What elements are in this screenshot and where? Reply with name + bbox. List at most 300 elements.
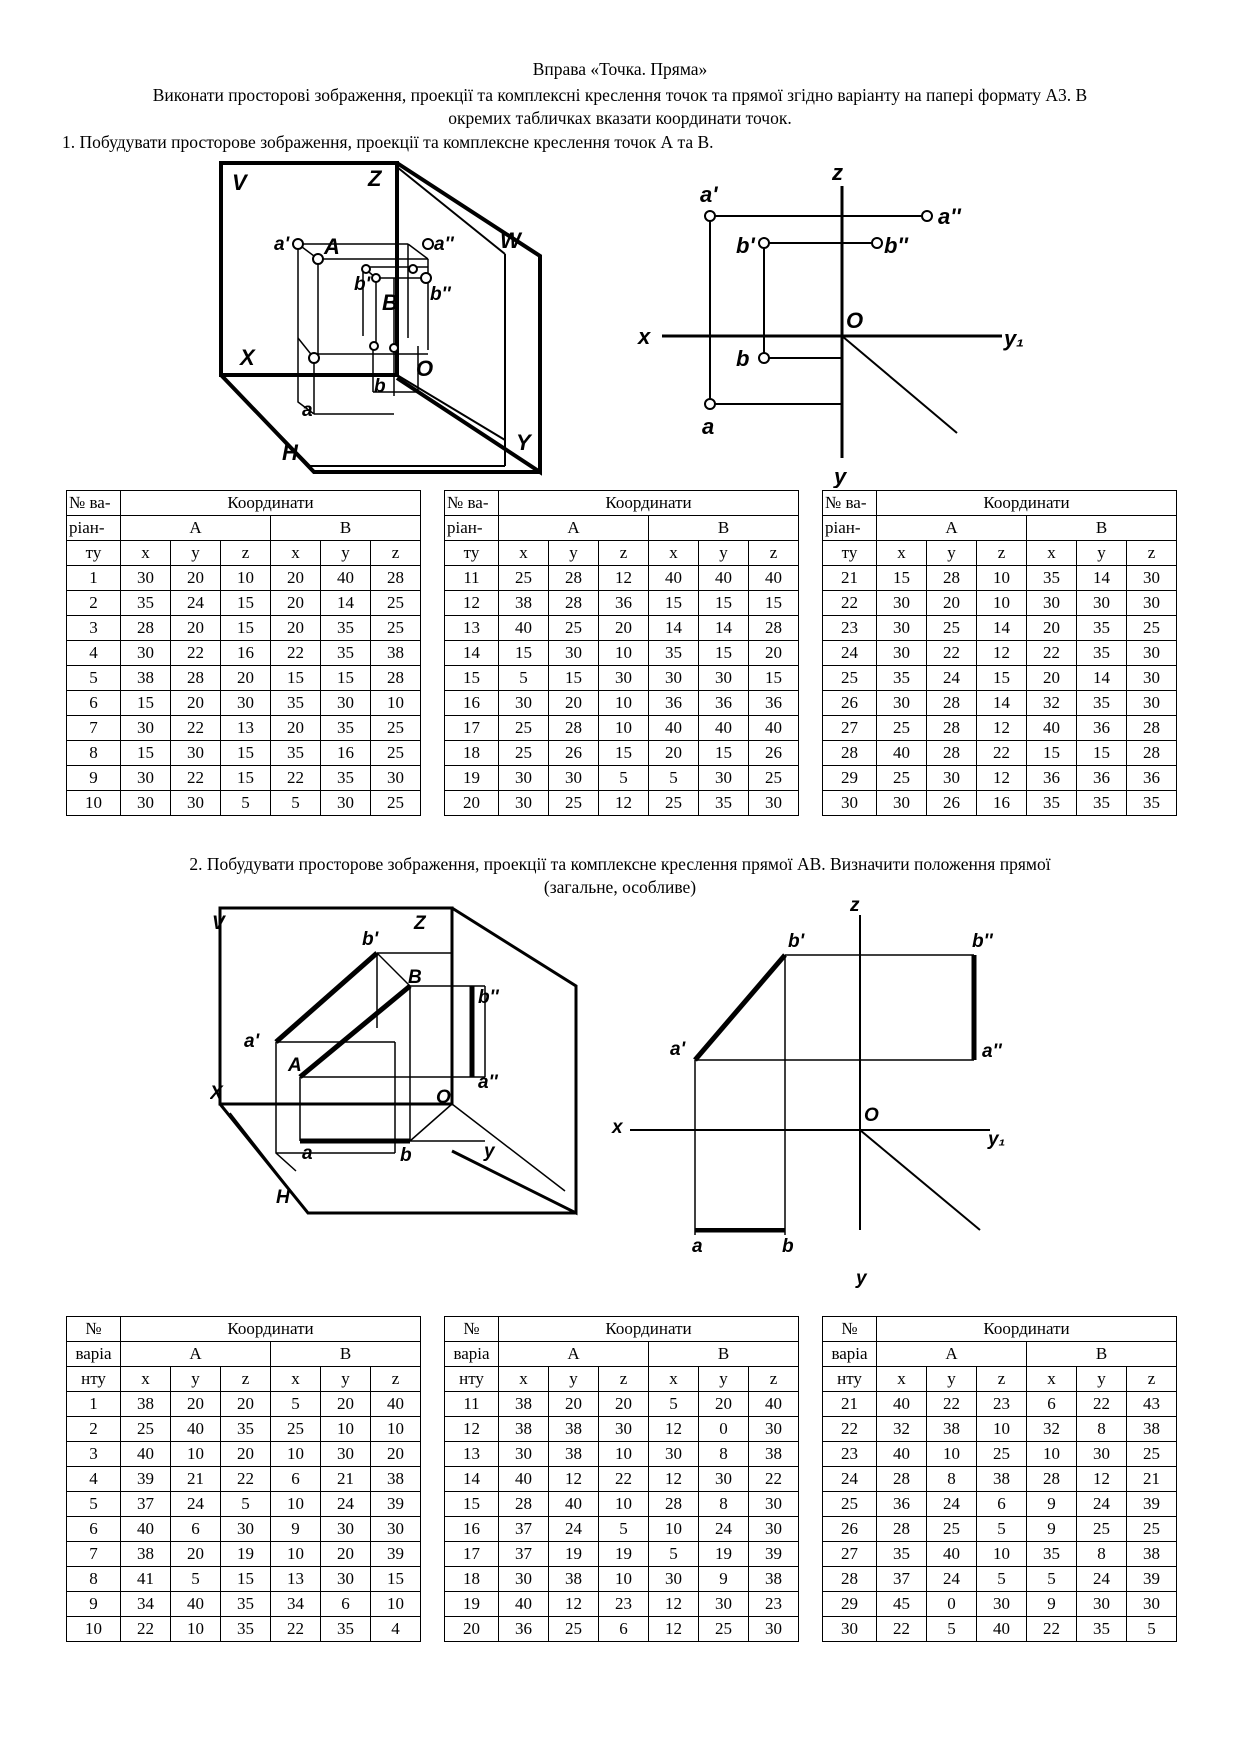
table-cell: 40 [171,1417,221,1442]
plane-w-frame [397,163,540,472]
table-cell: 40 [927,1542,977,1567]
table-cell: 5 [927,1617,977,1642]
axis-header: y [171,541,221,566]
table-cell: 19 [599,1542,649,1567]
table-cell: 24 [1077,1567,1127,1592]
table-cell: 40 [977,1617,1027,1642]
axis-header: z [221,1367,271,1392]
axis-header: z [371,541,421,566]
label-plane-v: V [232,170,247,195]
table-cell: 38 [499,1417,549,1442]
table-cell: 26 [549,741,599,766]
table-cell: 38 [749,1442,799,1467]
table-cell: 23 [823,1442,877,1467]
table-cell: 28 [877,1467,927,1492]
axis-header: y [927,1367,977,1392]
table-row [823,1442,1177,1467]
table-cell: 10 [371,1592,421,1617]
table-cell: 10 [271,1492,321,1517]
label-b-horizontal: b [782,1236,794,1257]
table-cell: 30 [221,691,271,716]
table-cell: 36 [649,691,699,716]
table-cell: 19 [445,766,499,791]
table-cell: 16 [977,791,1027,816]
table-cell: 17 [445,1542,499,1567]
table-row [67,1592,421,1617]
table-cell: 1 [67,1392,121,1417]
label-a-horizontal: a [302,1143,313,1164]
table-cell: 23 [977,1392,1027,1417]
axis-header: y [321,1367,371,1392]
label-a-horizontal: a [692,1236,703,1257]
table-cell: 15 [549,666,599,691]
table-cell: 30 [321,791,371,816]
axis-header: x [649,1367,699,1392]
table-cell: 39 [371,1492,421,1517]
table-row [67,1517,421,1542]
line-AB [300,986,410,1077]
table-cell: 28 [927,566,977,591]
table-cell: 20 [749,641,799,666]
table-cell: 22 [171,716,221,741]
label-b-prime: b' [354,274,371,295]
variant-header-2: ріан- [67,516,121,541]
table-cell: 30 [121,641,171,666]
axis-header: z [749,1367,799,1392]
table-cell: 8 [699,1442,749,1467]
table-row [67,566,421,591]
table-row [823,741,1177,766]
table-cell: 8 [699,1492,749,1517]
table-cell: 39 [749,1542,799,1567]
table-cell: 20 [371,1442,421,1467]
table-cell: 5 [271,1392,321,1417]
label-axis-z: Z [414,913,426,934]
table-cell: 40 [321,566,371,591]
table-cell: 22 [1027,641,1077,666]
table-cell: 30 [699,1592,749,1617]
table-cell: 40 [371,1392,421,1417]
table-row [445,566,799,591]
line-a-prime-b-prime [695,955,785,1060]
table-cell: 25 [549,616,599,641]
axis-header: z [221,541,271,566]
table-cell: 15 [699,741,749,766]
table-cell: 7 [67,716,121,741]
table-cell: 20 [549,691,599,716]
table-cell: 22 [823,1417,877,1442]
table-cell: 5 [649,766,699,791]
table-cell: 15 [599,741,649,766]
table-cell: 25 [877,716,927,741]
table-cell: 38 [121,666,171,691]
table-cell: 2 [67,1417,121,1442]
figure-line-epure-bottom [650,1228,890,1308]
coordinates-table [444,1316,799,1642]
table-cell: 15 [749,591,799,616]
coords-header: Координати [499,1317,799,1342]
table-cell: 28 [371,666,421,691]
table-cell: 15 [699,591,749,616]
axis-header: x [271,1367,321,1392]
table-cell: 5 [977,1567,1027,1592]
table-cell: 24 [927,1567,977,1592]
table-cell: 10 [599,1567,649,1592]
table-cell: 15 [371,1567,421,1592]
coordinates-table [822,1316,1177,1642]
table-cell: 32 [1027,1417,1077,1442]
figure-points-epure [632,158,1032,488]
table-row [823,1542,1177,1567]
axis-header: z [1127,541,1177,566]
table-cell: 10 [221,566,271,591]
table-cell: 15 [1027,741,1077,766]
axis-header: z [1127,1367,1177,1392]
table-cell: 35 [271,741,321,766]
table-cell: 10 [649,1517,699,1542]
variant-header-2: варіа [67,1342,121,1367]
table-cell: 30 [1077,1442,1127,1467]
axis-header: y [1077,1367,1127,1392]
table-cell: 12 [445,1417,499,1442]
table-cell: 10 [977,566,1027,591]
table-cell: 40 [171,1592,221,1617]
table-cell: 10 [371,1417,421,1442]
table-cell: 27 [823,1542,877,1567]
table-cell: 38 [549,1567,599,1592]
table-cell: 13 [445,616,499,641]
table-row [445,616,799,641]
table-cell: 15 [221,1567,271,1592]
table-cell: 40 [877,1392,927,1417]
table-cell: 30 [649,666,699,691]
table-row [445,1592,799,1617]
table-cell: 36 [749,691,799,716]
table-cell: 40 [649,566,699,591]
table-row [67,766,421,791]
table-cell: 9 [1027,1492,1077,1517]
table-cell: 22 [823,591,877,616]
table-cell: 26 [749,741,799,766]
table-cell: 22 [271,641,321,666]
table-cell: 22 [171,766,221,791]
table-cell: 16 [445,691,499,716]
table-row [823,1392,1177,1417]
table-cell: 15 [499,641,549,666]
table-cell: 30 [599,1417,649,1442]
table-cell: 5 [599,766,649,791]
variant-header-3: нту [445,1367,499,1392]
label-point-A: A [288,1055,302,1076]
table-cell: 25 [1127,616,1177,641]
table-cell: 28 [371,566,421,591]
axis-header: y [927,541,977,566]
table-cell: 15 [699,641,749,666]
table-row [67,791,421,816]
instructions-line-1: Виконати просторові зображення, проекції та комплексні креслення точок та прямої згідно варіанту на папері формату А3. В [152,85,1088,105]
table-cell: 25 [823,666,877,691]
table-cell: 30 [699,666,749,691]
table-cell: 0 [699,1417,749,1442]
point-b-header: B [1027,516,1177,541]
label-plane-h: H [276,1187,290,1208]
table-cell: 22 [171,641,221,666]
table-cell: 25 [549,791,599,816]
table-cell: 38 [121,1542,171,1567]
table-cell: 30 [699,1467,749,1492]
task-2-subheading: (загальне, особливе) [543,877,697,897]
table-row [823,616,1177,641]
variant-header-2: ріан- [823,516,877,541]
table-cell: 14 [649,616,699,641]
variant-header-3: нту [67,1367,121,1392]
table-cell: 28 [549,591,599,616]
table-cell: 40 [499,1592,549,1617]
table-cell: 25 [927,1517,977,1542]
table-row [67,1542,421,1567]
table-cell: 36 [1077,766,1127,791]
table-cell: 35 [271,691,321,716]
table-cell: 6 [599,1617,649,1642]
table-cell: 30 [549,766,599,791]
label-b-double-prime: b'' [478,987,499,1008]
table-cell: 13 [271,1567,321,1592]
table-row [445,691,799,716]
table-cell: 14 [445,641,499,666]
point-a-prime [293,239,303,249]
table-cell: 21 [1127,1467,1177,1492]
table-cell: 39 [371,1542,421,1567]
table-cell: 30 [599,666,649,691]
table-cell: 30 [121,716,171,741]
table-cell: 30 [823,791,877,816]
table-cell: 20 [271,566,321,591]
table-cell: 25 [121,1417,171,1442]
table-cell: 24 [927,1492,977,1517]
table-cell: 28 [1127,716,1177,741]
table-cell: 35 [321,1617,371,1642]
table-cell: 40 [1027,716,1077,741]
axis-header: y [321,541,371,566]
table-cell: 25 [371,616,421,641]
coordinates-table [66,490,421,816]
table-cell: 32 [877,1417,927,1442]
table-cell: 28 [549,716,599,741]
label-origin: O [436,1087,451,1108]
table-cell: 12 [549,1592,599,1617]
table-cell: 40 [649,716,699,741]
table-row [67,1442,421,1467]
label-axis-z: Z [368,166,382,191]
table-cell: 30 [927,766,977,791]
table-cell: 30 [321,1442,371,1467]
table-cell: 35 [321,616,371,641]
table-cell: 40 [549,1492,599,1517]
table-cell: 30 [321,1517,371,1542]
table-cell: 20 [1027,616,1077,641]
table-cell: 10 [977,591,1027,616]
label-b-prime: b' [736,233,755,258]
table-cell: 30 [649,1567,699,1592]
table-cell: 25 [371,791,421,816]
table-cell: 30 [877,641,927,666]
table-cell: 35 [321,766,371,791]
table-cell: 25 [1127,1442,1177,1467]
table-row [823,591,1177,616]
table-cell: 30 [1127,691,1177,716]
table-cell: 38 [549,1442,599,1467]
table-cell: 30 [823,1617,877,1642]
task-2-heading: 2. Побудувати просторове зображення, проекції та комплексне креслення прямої АВ. Визначити положення прямої [189,854,1051,874]
table-cell: 35 [321,641,371,666]
table-row [445,741,799,766]
label-b-horizontal: b [736,346,750,371]
table-cell: 28 [877,1517,927,1542]
table-cell: 6 [977,1492,1027,1517]
table-cell: 22 [977,741,1027,766]
table-cell: 28 [749,616,799,641]
table-cell: 25 [823,1492,877,1517]
table-cell: 35 [1027,791,1077,816]
table-cell: 28 [927,716,977,741]
table-cell: 25 [649,791,699,816]
table-cell: 26 [823,691,877,716]
label-axis-x: X [240,345,255,370]
table-cell: 20 [699,1392,749,1417]
table-cell: 9 [67,1592,121,1617]
label-axis-y: Y [516,430,531,455]
point-a-header: A [877,1342,1027,1367]
table-cell: 38 [977,1467,1027,1492]
table-cell: 12 [977,766,1027,791]
table-cell: 20 [599,1392,649,1417]
table-cell: 36 [699,691,749,716]
table-cell: 30 [1077,591,1127,616]
coords-header: Координати [121,491,421,516]
table-cell: 29 [823,1592,877,1617]
table-cell: 10 [599,1442,649,1467]
variant-header-2: варіа [823,1342,877,1367]
point-b-header: B [649,1342,799,1367]
table-cell: 25 [499,566,549,591]
label-b-double-prime: b'' [884,233,908,258]
axis-header: z [749,541,799,566]
table-row [445,1467,799,1492]
table-cell: 20 [171,1542,221,1567]
table-cell: 6 [67,691,121,716]
table-cell: 36 [1077,716,1127,741]
table-cell: 35 [877,666,927,691]
table-row [445,791,799,816]
axis-header: x [121,1367,171,1392]
table-cell: 22 [927,1392,977,1417]
variant-header-1: № ва- [823,491,877,516]
variant-header-2: ріан- [445,516,499,541]
table-cell: 10 [599,1492,649,1517]
table-cell: 35 [221,1417,271,1442]
variant-header-1: № [67,1317,121,1342]
point-a-horizontal [309,353,319,363]
table-cell: 5 [67,666,121,691]
table-cell: 35 [877,1542,927,1567]
label-axis-y1: y₁ [988,1129,1006,1150]
table-cell: 15 [977,666,1027,691]
table-cell: 35 [1077,691,1127,716]
table-cell: 23 [749,1592,799,1617]
table-cell: 22 [927,641,977,666]
table-row [67,666,421,691]
label-b-horizontal: b [400,1145,412,1166]
table-cell: 5 [649,1392,699,1417]
point-a-header: A [499,1342,649,1367]
table-cell: 12 [977,641,1027,666]
table-cell: 20 [445,1617,499,1642]
table-row [67,1467,421,1492]
table-cell: 19 [699,1542,749,1567]
table-row [823,1517,1177,1542]
table-cell: 9 [1027,1517,1077,1542]
table-cell: 24 [699,1517,749,1542]
point-a-spatial [313,254,323,264]
table-cell: 27 [823,716,877,741]
table-cell: 3 [67,616,121,641]
table-cell: 20 [221,666,271,691]
variant-header-3: ту [67,541,121,566]
table-cell: 5 [599,1517,649,1542]
variant-header-1: № [823,1317,877,1342]
table-cell: 28 [823,1567,877,1592]
table-cell: 12 [445,591,499,616]
point-a-header: A [121,1342,271,1367]
table-row [445,766,799,791]
label-point-A: A [324,234,340,259]
table-row [445,1617,799,1642]
axis-header: y [549,541,599,566]
table-cell: 30 [549,641,599,666]
table-cell: 40 [877,1442,927,1467]
table-cell: 41 [121,1567,171,1592]
table-cell: 23 [823,616,877,641]
table-cell: 15 [321,666,371,691]
table-cell: 28 [171,666,221,691]
table-cell: 35 [1027,566,1077,591]
label-a-horizontal: a [702,414,715,439]
table-row [823,1467,1177,1492]
table-cell: 5 [271,791,321,816]
table-cell: 37 [877,1567,927,1592]
table-cell: 40 [699,716,749,741]
label-b-prime: b' [788,931,805,952]
table-cell: 5 [649,1542,699,1567]
table-cell: 7 [67,1542,121,1567]
table-cell: 19 [221,1542,271,1567]
label-a-prime: a' [244,1031,260,1052]
table-cell: 5 [977,1517,1027,1542]
table-cell: 15 [749,666,799,691]
table-cell: 22 [1027,1617,1077,1642]
table-cell: 15 [121,741,171,766]
table-row [445,1542,799,1567]
table-cell: 13 [221,716,271,741]
table-cell: 20 [221,1392,271,1417]
table-cell: 35 [1027,1542,1077,1567]
table-cell: 38 [499,591,549,616]
point-a-header: A [499,516,649,541]
table-cell: 38 [371,1467,421,1492]
coordinates-table [66,1316,421,1642]
axis-header: y [699,541,749,566]
table-cell: 29 [823,766,877,791]
